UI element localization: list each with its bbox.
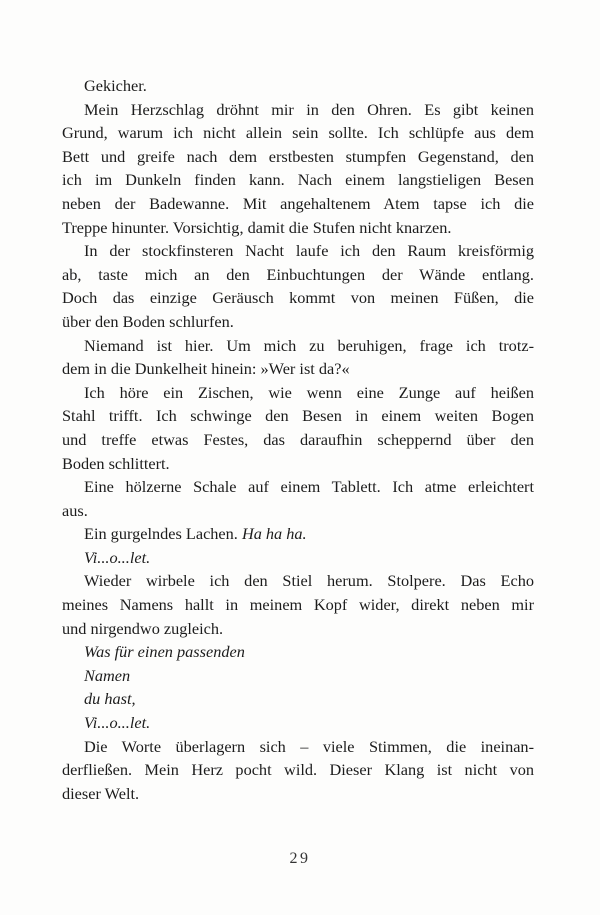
italic-phrase: Vi...o...let. [84, 547, 151, 567]
text-segment: Die Worte überlagern sich – viele Stimmen, die ineinan- [84, 736, 534, 756]
text-block [62, 74, 534, 805]
text-line [62, 664, 534, 688]
text-segment: Gekicher. [84, 76, 147, 95]
text-line [62, 168, 534, 192]
text-segment: In der stockfinsteren Nacht laufe ich den Raum kreisförmig [84, 241, 534, 261]
text-line [62, 98, 534, 122]
text-line [62, 499, 534, 523]
text-segment: Mein Herzschlag dröhnt mir in den Ohren. Es gibt keinen [84, 99, 534, 119]
text-segment: und treffe etwas Festes, das daraufhin scheppernd über den [62, 429, 534, 449]
text-line [62, 758, 534, 782]
text-line [62, 357, 534, 381]
text-segment: Ein gurgelndes Lachen. [84, 524, 242, 544]
text-segment: Stahl trifft. Ich schwinge den Besen in einem weiten Bogen [62, 406, 534, 426]
text-line [62, 452, 534, 476]
text-line [62, 239, 534, 263]
text-segment: Wieder wirbele ich den Stiel herum. Stolpere. Das Echo [84, 571, 534, 591]
text-segment: aus. [62, 500, 88, 520]
text-line [62, 711, 534, 735]
text-segment: meines Namens hallt in meinem Kopf wider, direkt neben mir [62, 595, 534, 615]
text-segment: Niemand ist hier. Um mich zu beruhigen, frage ich trotz- [84, 335, 534, 355]
text-line [62, 263, 534, 287]
text-line [62, 640, 534, 664]
text-segment: dem in die Dunkelheit hinein: »Wer ist da?« [62, 359, 350, 379]
text-segment: ab, taste mich an den Einbuchtungen der Wände entlang. [62, 264, 534, 284]
text-line [62, 428, 534, 452]
text-line [62, 404, 534, 428]
italic-phrase: Was für einen passenden [84, 642, 245, 662]
text-line [62, 735, 534, 759]
text-segment: Treppe hinunter. Vorsichtig, damit die Stufen nicht knarzen. [62, 217, 452, 237]
text-line [62, 569, 534, 593]
text-segment: neben der Badewanne. Mit angehaltenem Atem tapse ich die [62, 193, 534, 213]
italic-phrase: Vi...o...let. [84, 713, 151, 733]
text-line [62, 617, 534, 641]
text-line [62, 310, 534, 334]
text-segment: über den Boden schlurfen. [62, 311, 234, 331]
text-line [62, 121, 534, 145]
text-segment: ich im Dunkeln finden kann. Nach einem langstieligen Besen [62, 170, 534, 190]
italic-phrase: Ha ha ha. [241, 524, 307, 544]
text-line [62, 593, 534, 617]
text-segment: Doch das einzige Geräusch kommt von meinen Füßen, die [62, 288, 534, 308]
text-segment: und nirgendwo zugleich. [62, 618, 224, 638]
text-segment: derfließen. Mein Herz pocht wild. Dieser Klang ist nicht von [62, 760, 534, 780]
text-line [62, 192, 534, 216]
text-segment: Boden schlittert. [62, 453, 170, 473]
text-line [62, 782, 534, 806]
italic-phrase: Namen [84, 665, 131, 685]
italic-phrase: du hast, [84, 689, 136, 709]
text-segment: Grund, warum ich nicht allein sein sollte. Ich schlüpfe aus dem [62, 123, 534, 143]
text-line [62, 687, 534, 711]
text-segment: Ich höre ein Zischen, wie wenn eine Zunge auf heißen [84, 382, 534, 402]
text-line [62, 546, 534, 570]
text-line [62, 286, 534, 310]
page-number: 29 [289, 850, 311, 867]
text-line [62, 475, 534, 499]
text-line [62, 334, 534, 358]
text-segment: Bett und greife nach dem erstbesten stumpfen Gegenstand, den [62, 146, 534, 166]
text-segment: Eine hölzerne Schale auf einem Tablett. Ich atme erleichtert [84, 477, 534, 497]
text-line [62, 145, 534, 169]
text-segment: dieser Welt. [62, 783, 140, 803]
text-line [62, 381, 534, 405]
text-line [62, 522, 534, 546]
text-line [62, 216, 534, 240]
text-line [62, 74, 534, 98]
